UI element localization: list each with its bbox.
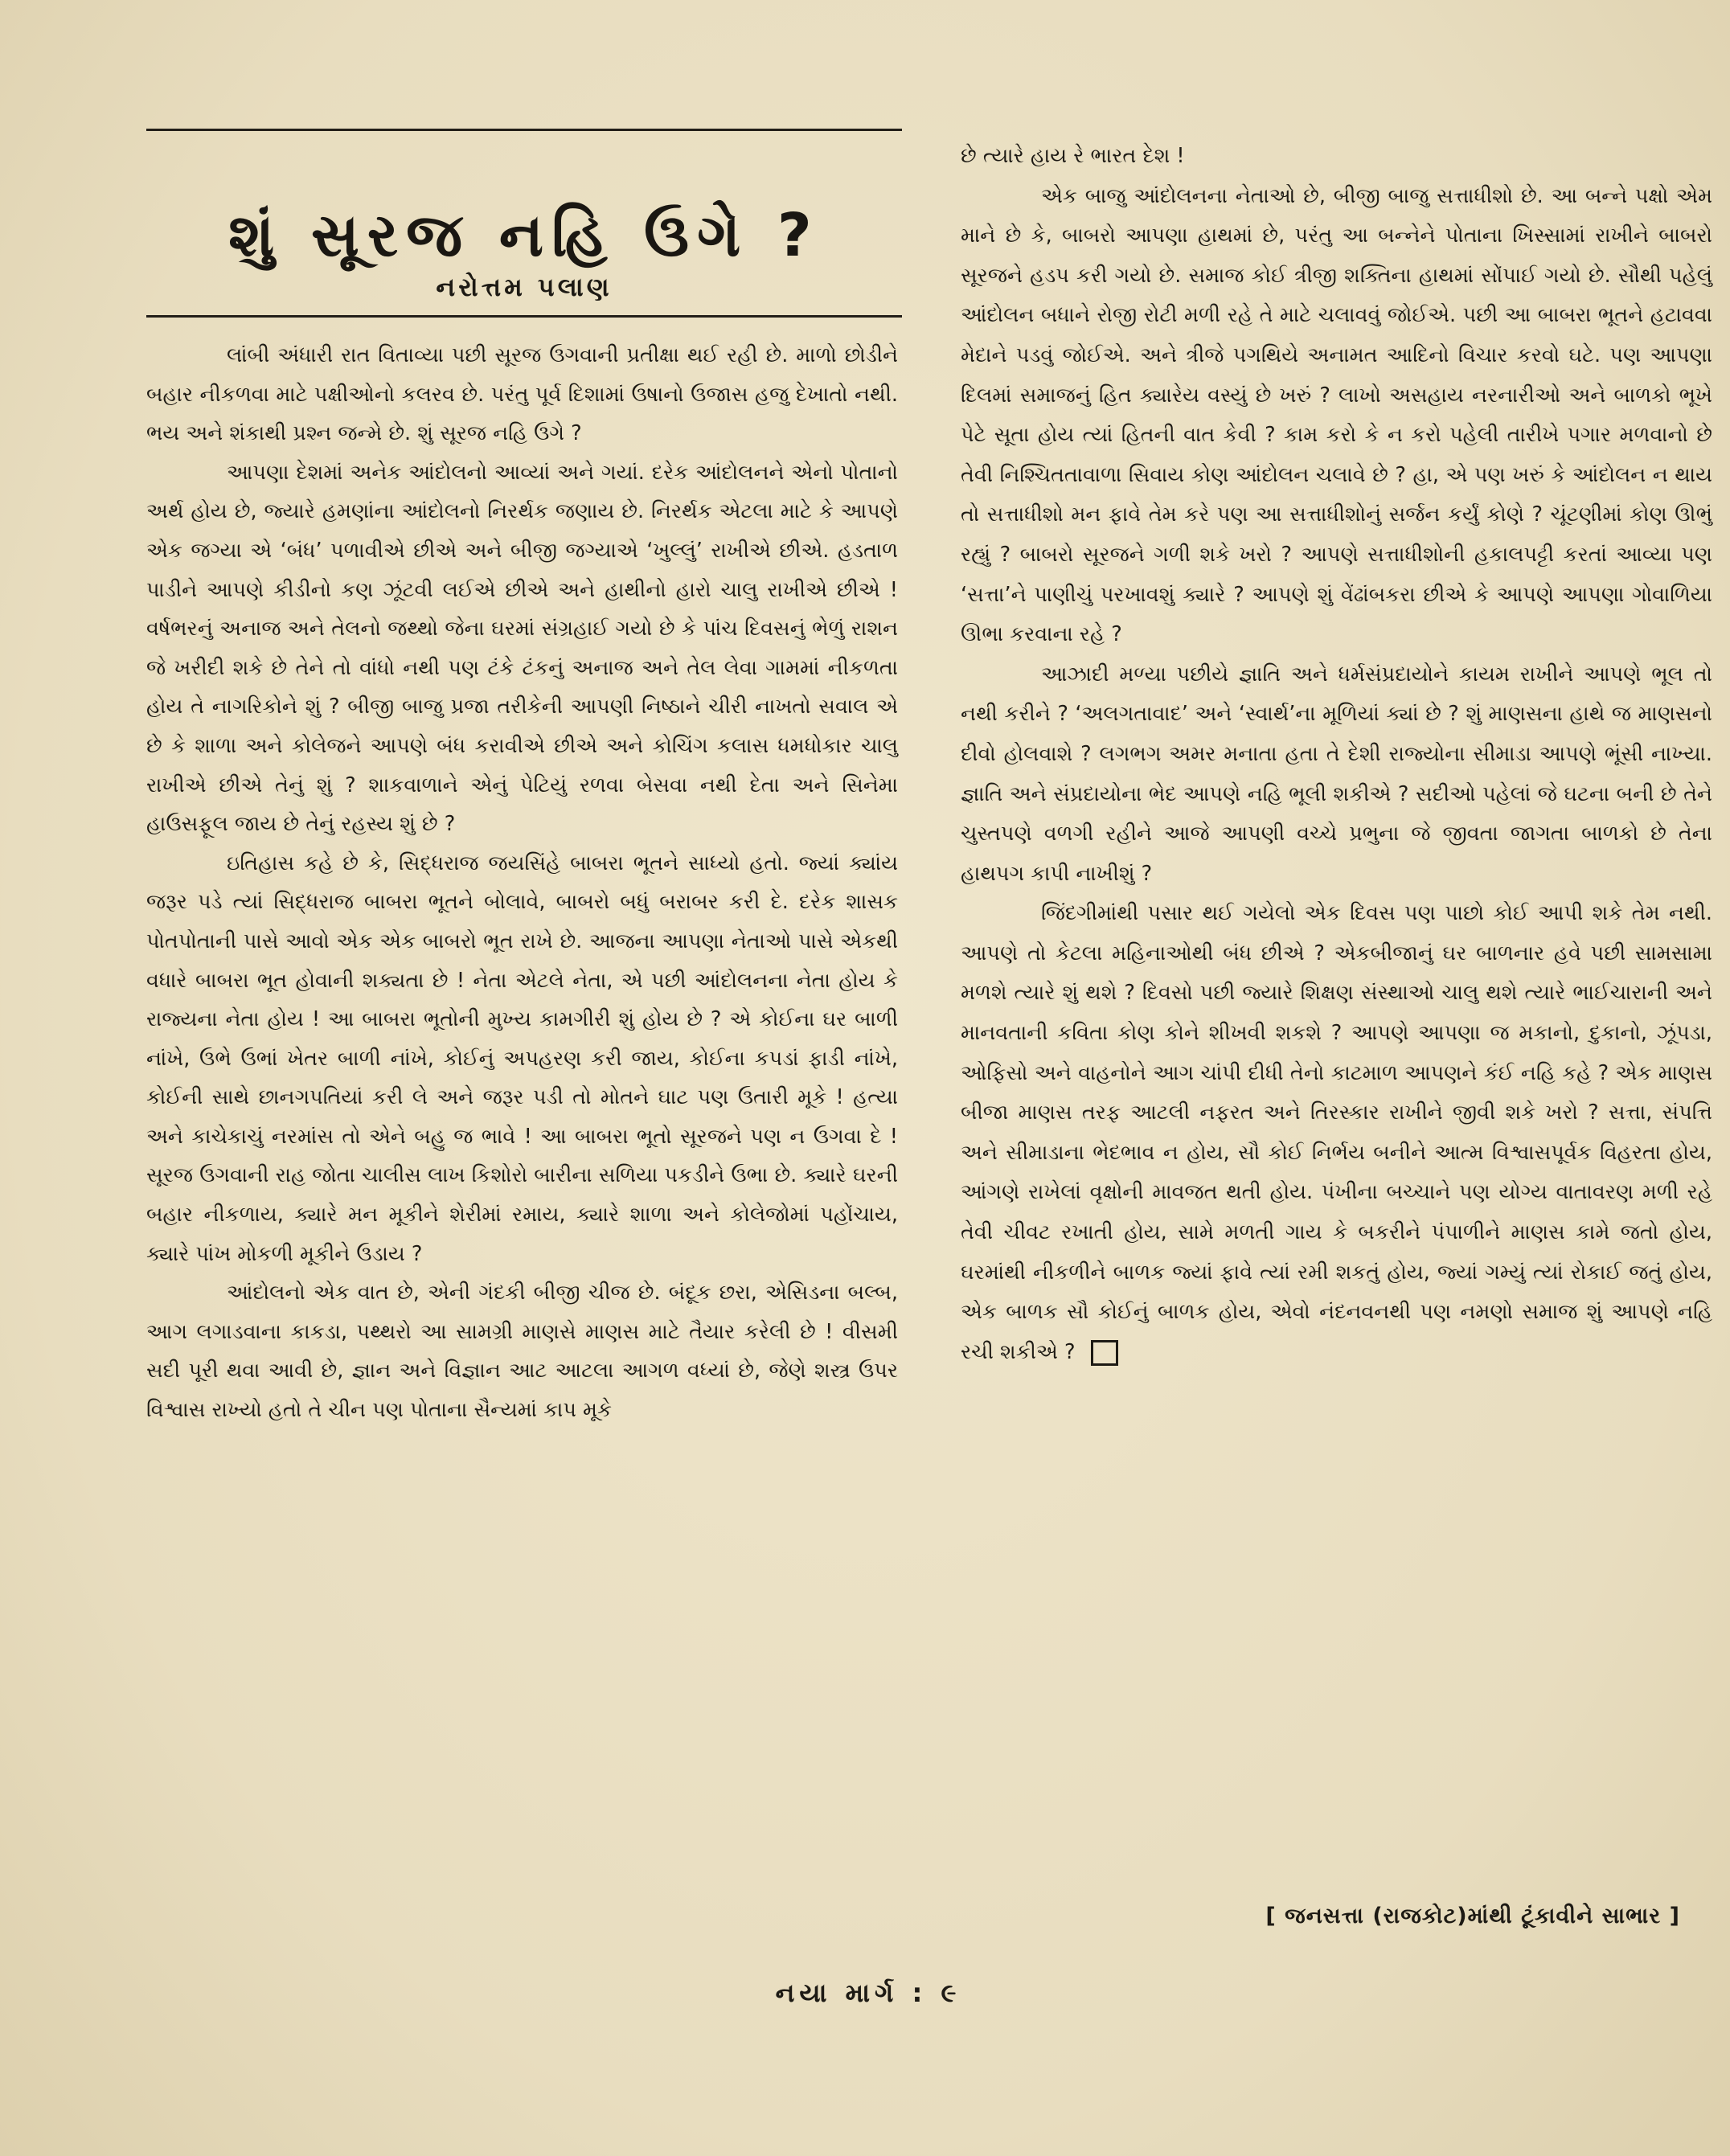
end-mark-box-icon — [1091, 1340, 1118, 1366]
author-bottom-rule — [146, 315, 902, 318]
paragraph: આંદોલનો એક વાત છે, એની ગંદકી બીજી ચીજ છે. બંદૂક છરા, એસિડના બલ્બ, આગ લગાડવાના કાકડા, પથ્થરો આ સામગ્રી માણસે માણસ માટે તૈયાર કરેલી છે ! વીસમી સદી પૂરી થવા આવી છે, જ્ઞાન અને વિજ્ઞાન આટ આટલા આગળ વધ્યાં છે, જેણે શસ્ત્ર ઉપર વિશ્વાસ રાખ્યો હતો તે ચીન પણ પોતાના સૈન્યમાં કાપ મૂકે — [146, 1281, 898, 1423]
paragraph: આપણા દેશમાં અનેક આંદોલનો આવ્યાં અને ગયાં. દરેક આંદોલનને એનો પોતાનો અર્થ હોય છે, જ્યારે હમણાંના આંદોલનો નિરર્થક જણાય છે. નિરર્થક એટલા માટે કે આપણે એક જગ્યા એ ‘બંધ’ પળાવીએ છીએ અને બીજી જગ્યાએ ‘ખુલ્લું’ રાખીએ છીએ. હડતાળ પાડીને આપણે કીડીનો કણ ઝૂંટવી લઈએ છીએ અને હાથીનો હારો ચાલુ રાખીએ છીએ ! વર્ષભરનું અનાજ અને તેલનો જથ્થો જેના ઘરમાં સંગ્રહાઈ ગયો છે કે પાંચ દિવસનું ભેળું રાશન જે ખરીદી શકે છે તેને તો વાંધો નથી પણ ટંકે ટંકનું અનાજ અને તેલ લેવા ગામમાં નીકળતા હોય તે નાગરિકોને શું ? બીજી બાજુ પ્રજા તરીકેની આપણી નિષ્ઠાને ચીરી નાખતો સવાલ એ છે કે શાળા અને કોલેજને આપણે બંધ કરાવીએ છીએ અને કોચિંગ કલાસ ધમધોકાર ચાલુ રાખીએ છીએ તેનું શું ? શાકવાળાને એનું પેટિયું રળવા બેસવા નથી દેતા અને સિનેમા હાઉસફૂલ જાય છે તેનું રહસ્ય શું છે ? — [146, 460, 898, 837]
left-column — [146, 336, 898, 1430]
paragraph-text: જિંદગીમાંથી પસાર થઈ ગયેલો એક દિવસ પણ પાછો કોઈ આપી શકે તેમ નથી. આપણે તો કેટલા મહિનાઓથી બંધ છીએ ? એકબીજાનું ઘર બાળનાર હવે પછી સામસામા મળશે ત્યારે શું થશે ? દિવસો પછી જ્યારે શિક્ષણ સંસ્થાઓ ચાલુ થશે ત્યારે ભાઈચારાની અને માનવતાની કવિતા કોણ કોને શીખવી શકશે ? આપણે આપણા જ મકાનો, દુકાનો, ઝૂંપડા, ઓફિસો અને વાહનોને આગ ચાંપી દીધી તેનો કાટમાળ આપણને કંઈ નહિ કહે ? એક માણસ બીજા માણસ તરફ આટલી નફરત અને તિરસ્કાર રાખીને જીવી શકે ખરો ? સત્તા, સંપત્તિ અને સીમાડાના ભેદભાવ ન હોય, સૌ કોઈ નિર્ભય બનીને આત્મ વિશ્વાસપૂર્વક વિહરતા હોય, આંગણે રાખેલાં વૃક્ષોની માવજત થતી હોય. પંખીના બચ્ચાને પણ યોગ્ય વાતાવરણ મળી રહે તેવી ચીવટ રખાતી હોય, સામે મળતી ગાય કે બકરીને પંપાળીને માણસ કામે જતો હોય, ઘરમાંથી નીકળીને બાળક જ્યાં ફાવે ત્યાં રમી શકતું હોય, જ્યાં ગમ્યું ત્યાં રોકાઈ જતું હોય, એક બાળક સૌ કોઈનું બાળક હોય, એવો નંદનવનથી પણ નમણો સમાજ શું આપણે નહિ રચી શકીએ ? — [961, 901, 1712, 1364]
paragraph: લાંબી અંધારી રાત વિતાવ્યા પછી સૂરજ ઉગવાની પ્રતીક્ષા થઈ રહી છે. માળો છોડીને બહાર નીકળવા માટે પક્ષીઓનો કલરવ છે. પરંતુ પૂર્વ દિશામાં ઉષાનો ઉજાસ હજુ દેખાતો નથી. ભય અને શંકાથી પ્રશ્ન જન્મે છે. શું સૂરજ નહિ ઉગે ? — [146, 343, 898, 446]
page-footer: નયા માર્ગ : ૯ — [775, 1978, 961, 2008]
paragraph — [961, 894, 1712, 1372]
title-top-rule — [146, 129, 902, 131]
paragraph: આઝાદી મળ્યા પછીયે જ્ઞાતિ અને ધર્મસંપ્રદાયોને કાયમ રાખીને આપણે ભૂલ તો નથી કરીને ? ‘અલગતાવાદ’ અને ‘સ્વાર્થ’ના મૂળિયાં ક્યાં છે ? શું માણસના હાથે જ માણસનો દીવો હોલવાશે ? લગભગ અમર મનાતા હતા તે દેશી રાજ્યોના સીમાડા આપણે ભૂંસી નાખ્યા. જ્ઞાતિ અને સંપ્રદાયોના ભેદ આપણે નહિ ભૂલી શકીએ ? સદીઓ પહેલાં જે ઘટના બની છે તેને ચુસ્તપણે વળગી રહીને આજે આપણી વચ્ચે પ્રભુના જે જીવતા જાગતા બાળકો છે તેના હાથપગ કાપી નાખીશું ? — [961, 662, 1712, 886]
paragraph: ઇતિહાસ કહે છે કે, સિદ્ધરાજ જયસિંહે બાબરા ભૂતને સાધ્યો હતો. જ્યાં ક્યાંય જરૂર પડે ત્યાં સિદ્ધરાજ બાબરા ભૂતને બોલાવે, બાબરો બધું બરાબર કરી દે. દરેક શાસક પોતપોતાની પાસે આવો એક એક બાબરો ભૂત રાખે છે. આજના આપણા નેતાઓ પાસે એકથી વધારે બાબરા ભૂત હોવાની શક્યતા છે ! નેતા એટલે નેતા, એ પછી આંદોલનના નેતા હોય કે રાજ્યના નેતા હોય ! આ બાબરા ભૂતોની મુખ્ય કામગીરી શું હોય છે ? એ કોઈના ઘર બાળી નાંખે, ઉભે ઉભાં ખેતર બાળી નાંખે, કોઈનું અપહરણ કરી જાય, કોઈના કપડાં ફાડી નાંખે, કોઈની સાથે છાનગપતિયાં કરી લે અને જરૂર પડી તો મોતને ઘાટ પણ ઉતારી મૂકે ! હત્યા અને કાચેકાચું નરમાંસ તો એને બહુ જ ભાવે ! આ બાબરા ભૂતો સૂરજને પણ ન ઉગવા દે ! સૂરજ ઉગવાની રાહ જોતા ચાલીસ લાખ કિશોરો બારીના સળિયા પકડીને ઉભા છે. ક્યારે ઘરની બહાર નીકળાય, ક્યારે મન મૂકીને શેરીમાં રમાય, ક્યારે શાળા અને કોલેજોમાં પહોંચાય, ક્યારે પાંખ મોકળી મૂકીને ઉડાય ? — [146, 851, 898, 1266]
source-credit: [ જનસત્તા (રાજકોટ)માંથી ટૂંકાવીને સાભાર ] — [1265, 1904, 1680, 1929]
article-title: શું સૂરજ નહિ ઉગે ? — [228, 200, 820, 270]
paragraph: છે ત્યારે હાય રે ભારત દેશ ! — [961, 144, 1185, 168]
right-column — [961, 137, 1712, 1372]
paragraph: એક બાજુ આંદોલનના નેતાઓ છે, બીજી બાજુ સત્તાધીશો છે. આ બન્ને પક્ષો એમ માને છે કે, બાબરો આપણા હાથમાં છે, પરંતુ આ બન્નેને પોતાના ખિસ્સામાં રાખીને બાબરો સૂરજને હડપ કરી ગયો છે. સમાજ કોઈ ત્રીજી શક્તિના હાથમાં સોંપાઈ ગયો છે. સૌથી પહેલું આંદોલન બધાને રોજી રોટી મળી રહે તે માટે ચલાવવું જોઈએ. પછી આ બાબરા ભૂતને હટાવવા મેદાને પડવું જોઈએ. અને ત્રીજે પગથિયે અનામત આદિનો વિચાર કરવો ઘટે. પણ આપણા દિલમાં સમાજનું હિત ક્યારેય વસ્યું છે ખરું ? લાખો અસહાય નરનારીઓ અને બાળકો ભૂખે પેટે સૂતા હોય ત્યાં હિતની વાત કેવી ? કામ કરો કે ન કરો પહેલી તારીખે પગાર મળવાનો છે તેવી નિશ્ચિતતાવાળા સિવાય કોણ આંદોલન ચલાવે છે ? હા, એ પણ ખરું કે આંદોલન ન થાય તો સત્તાધીશો મન ફાવે તેમ કરે પણ આ સત્તાધીશોનું સર્જન કર્યું કોણે ? ચૂંટણીમાં કોણ ઊભું રહ્યું ? બાબરો સૂરજને ગળી શકે ખરો ? આપણે સત્તાધીશોની હકાલપટ્ટી કરતાં આવ્યા પણ ‘સત્તા’ને પાણીચું પરખાવશું ક્યારે ? આપણે શું વેંઢાંબકરા છીએ કે આપણે આપણા ગોવાળિયા ઊભા કરવાના રહે ? — [961, 183, 1712, 647]
article-author: નરોત્તમ પલાણ — [436, 272, 613, 302]
